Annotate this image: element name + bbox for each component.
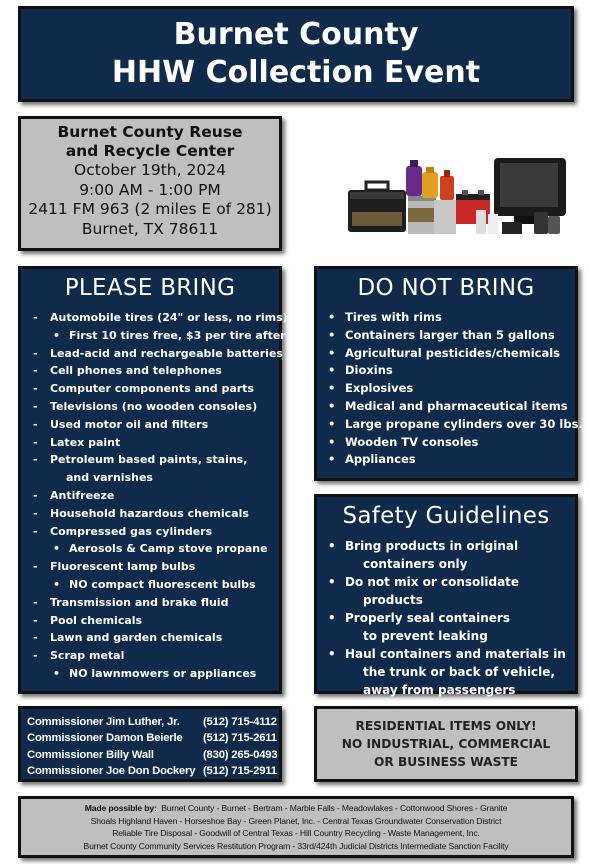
credits-line-4: Burnet County Community Services Restitution Program - 33rd/424th Judicial Districts Intermediate Sanction Facility (83, 840, 509, 851)
bring-item: - Computer components and parts (33, 382, 254, 396)
not-bring-item: • Wooden TV consoles (328, 434, 479, 449)
not-bring-item: • Large propane cylinders over 30 lbs. (328, 416, 583, 431)
bottle-icon (406, 166, 422, 196)
location-name-line-2: and Recycle Center (65, 142, 235, 160)
bring-item: - Compressed gas cylinders (33, 524, 213, 538)
safety-guidelines-panel (314, 494, 578, 697)
please-bring-heading: PLEASE BRING (64, 275, 236, 301)
spray-can-icon (476, 210, 486, 234)
commissioner-row: Commissioner Damon Beierle (512) 715-2611 (27, 732, 277, 745)
safety-item-continued: to prevent leaking (363, 629, 488, 643)
safety-item: • Do not mix or consolidate (328, 575, 520, 589)
credits-line-2: Shoals Highland Haven - Horseshoe Bay - Green Planet, Inc. - Central Texas Groundwater Conservation District (90, 815, 502, 826)
credits-line-1: Made possible by: Burnet County - Burnet - Bertram - Marble Falls - Meadowlakes - Cottonwood Shores - Granite (84, 803, 508, 813)
bring-item: - Household hazardous chemicals (33, 506, 249, 520)
bring-subitem: • NO lawnmowers or appliances (53, 666, 257, 680)
bring-item: - Televisions (no wooden consoles) (33, 399, 258, 413)
location-name-line-1: Burnet County Reuse (57, 123, 243, 141)
location-box (18, 116, 282, 251)
not-bring-item: • Explosives (328, 381, 414, 396)
not-bring-item: • Tires with rims (328, 310, 442, 324)
residential-line-3: OR BUSINESS WASTE (373, 755, 518, 769)
event-city: Burnet, TX 78611 (81, 219, 219, 238)
bring-item: - Latex paint (33, 435, 121, 449)
event-time: 9:00 AM - 1:00 PM (79, 180, 221, 199)
commissioners-panel (18, 706, 282, 782)
bring-subitem: • Aerosols & Camp stove propane (53, 542, 268, 556)
commissioner-row: Commissioner Billy Wall (830) 265-0493 (27, 748, 278, 761)
safety-item: • Haul containers and materials in (328, 647, 566, 661)
title-banner (18, 6, 574, 102)
event-address: 2411 FM 963 (2 miles E of 281) (28, 200, 272, 218)
bring-item: - Scrap metal (33, 649, 125, 663)
bring-item: - Lawn and garden chemicals (33, 631, 223, 645)
title-line-1: Burnet County (173, 17, 419, 52)
bring-item: - Pool chemicals (33, 613, 143, 627)
safety-item: • Properly seal containers (328, 611, 510, 625)
household-hazardous-products-photo (344, 152, 574, 242)
bring-subitem: • First 10 tires free, $3 per tire after (53, 328, 286, 342)
event-date: October 19th, 2024 (74, 161, 226, 179)
not-bring-item: • Agricultural pesticides/chemicals (328, 345, 560, 360)
residential-line-2: NO INDUSTRIAL, COMMERCIAL (341, 737, 551, 751)
credits-line-3: Reliable Tire Disposal - Goodwill of Central Texas - Hill Country Recycling - Waste Management, Inc. (112, 828, 480, 838)
bring-item: - Fluorescent lamp bulbs (33, 560, 196, 574)
residential-line-1: RESIDENTIAL ITEMS ONLY! (355, 719, 537, 733)
made-possible-label: Made possible by: (84, 803, 157, 813)
please-bring-panel (18, 266, 288, 694)
safety-item-continued: products (363, 593, 423, 607)
bring-item: - Cell phones and telephones (33, 364, 222, 378)
bring-item: - Lead-acid and rechargeable batteries (33, 346, 283, 360)
bring-subitem: • NO compact fluorescent bulbs (53, 577, 256, 591)
residential-notice (314, 706, 578, 782)
bring-item: - Antifreeze (33, 488, 115, 502)
title-line-2: HHW Collection Event (111, 55, 481, 90)
phone-icon (534, 212, 548, 234)
not-bring-item: • Medical and pharmaceutical items (328, 398, 568, 413)
do-not-bring-panel (314, 266, 583, 481)
not-bring-item: • Dioxins (328, 363, 393, 378)
safety-heading: Safety Guidelines (342, 503, 550, 529)
bring-item: - Transmission and brake fluid (33, 595, 229, 609)
commissioner-row: Commissioner Jim Luther, Jr. (512) 715-4112 (27, 716, 277, 728)
safety-item-continued: containers only (363, 557, 468, 571)
safety-item-continued: the trunk or back of vehicle, (363, 665, 555, 679)
commissioner-row: Commissioner Joe Don Dockery (512) 715-2911 (27, 765, 277, 778)
bring-item: - Used motor oil and filters (33, 417, 209, 431)
not-bring-item: • Containers larger than 5 gallons (328, 327, 555, 342)
bring-item-continued: and varnishes (66, 471, 153, 485)
not-bring-item: • Appliances (328, 452, 416, 467)
safety-item: • Bring products in original (328, 539, 519, 553)
bring-item: - Automobile tires (24" or less, no rims) (33, 311, 288, 324)
bring-item: - Petroleum based paints, stains, (33, 453, 248, 467)
safety-item-continued: away from passengers (363, 683, 516, 697)
sponsors-credits (18, 796, 574, 858)
do-not-bring-heading: DO NOT BRING (357, 275, 535, 301)
